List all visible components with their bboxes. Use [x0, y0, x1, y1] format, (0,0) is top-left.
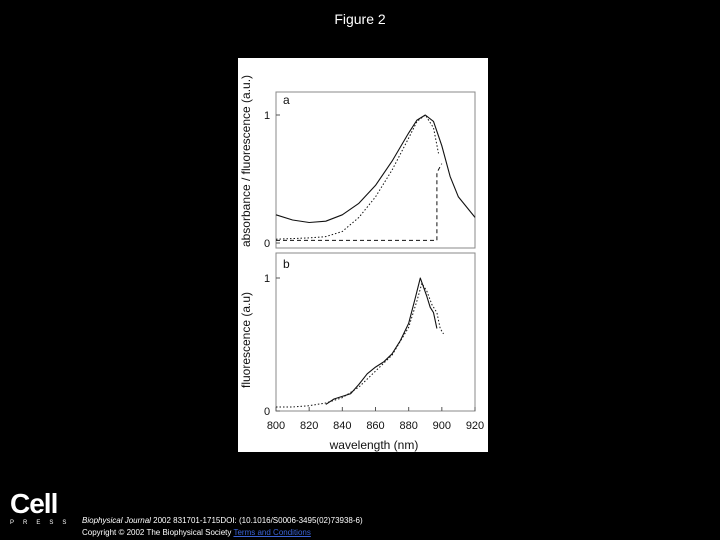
plot-frame-a: [276, 92, 475, 248]
panel-label-a: a: [283, 93, 290, 107]
y-axis-label-a: absorbance / fluorescence (a.u.): [239, 74, 253, 248]
citation: [82, 515, 363, 539]
logo-word: Cell: [10, 488, 58, 519]
terms-link[interactable]: Terms and Conditions: [233, 528, 311, 537]
y-tick-label-a: 0: [263, 238, 271, 250]
spectra-chart: [238, 58, 488, 452]
citation-line: [82, 515, 363, 527]
y-tick-label-b: 1: [263, 273, 271, 285]
series-line-a-dotted: [276, 115, 439, 239]
panel-label-b: b: [283, 257, 290, 271]
copyright-line: [82, 527, 363, 539]
x-tick-label: 900: [432, 420, 452, 432]
copyright-text: Copyright © 2002 The Biophysical Society: [82, 528, 234, 537]
series-line-a-solid: [276, 115, 475, 223]
series-line-a-dashed: [276, 164, 442, 241]
figure-panel: [238, 58, 488, 452]
x-tick-label: 840: [333, 420, 352, 432]
journal-name: Biophysical Journal: [82, 516, 151, 525]
citation-details: 2002 831701-1715DOI: (10.1016/S0006-3495(02)73938-6): [150, 516, 363, 525]
series-line-b-solid: [326, 278, 437, 404]
logo-sub: PRESS: [10, 520, 76, 526]
x-axis-label: wavelength (nm): [329, 438, 419, 452]
footer: [0, 488, 720, 540]
plot-frame-b: [276, 253, 475, 411]
slide-title: Figure 2: [334, 11, 386, 27]
x-tick-label: 800: [266, 420, 286, 432]
x-tick-label: 820: [299, 420, 319, 432]
cell-press-logo: [10, 490, 75, 526]
x-tick-label: 860: [366, 420, 385, 432]
y-tick-label-b: 0: [263, 406, 271, 418]
y-axis-label-b: fluorescence (a.u): [239, 291, 253, 389]
x-tick-label: 880: [399, 420, 418, 432]
x-tick-label: 920: [465, 420, 485, 432]
y-tick-label-a: 1: [263, 110, 271, 122]
series-line-b-dotted: [276, 283, 444, 407]
